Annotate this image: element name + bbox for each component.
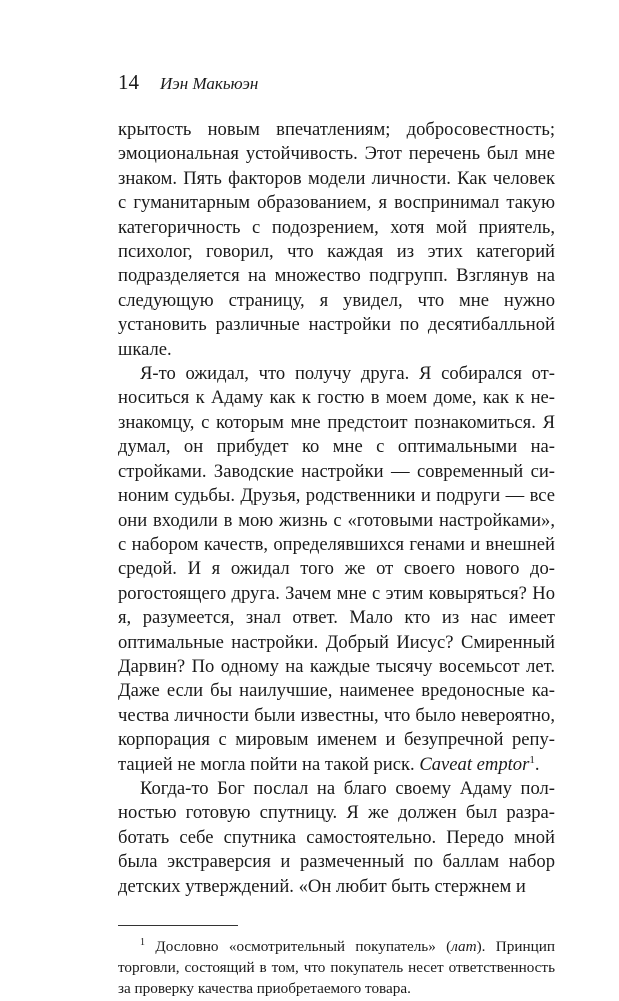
paragraph-1: крытость новым впечатлениям; добросовестность; эмоциональная устойчивость. Этот перечень был мне знаком. Пять факторов модели личности. Как человек с гуманитарным образованием, я воспринимал такую категоричность с подозрением, хотя мой приятель, психолог, говорил, что каждая из этих категорий подразделяется на множество подгрупп. Взглянув на следующую страницу, я увидел, что мне нужно установить различные настройки по десятибалльной шкале.	[118, 119, 555, 360]
body-text	[118, 118, 555, 899]
paragraph-2-end: .	[534, 753, 540, 775]
page-number: 14	[118, 70, 139, 94]
caveat-emptor-phrase: Caveat emptor	[419, 753, 530, 775]
page-header	[118, 70, 555, 110]
paragraph-2-text: Я-то ожидал, что получу друга. Я собирался относиться к Адаму как к гостю в моем доме, как к незнакомцу, с которым мне предстоит познакомиться. Я думал, он прибудет ко мне с оптимальными настройками. Заводские настройки — современный синоним судьбы. Друзья, родственники и подруги — все они входили в мою жизнь с «готовыми настройками», с набором качеств, определявшихся генами и внешней средой. И я ожидал того же от своего нового дорогостоящего друга. Зачем мне с этим ковыряться? Но я, разумеется, знал ответ. Мало кто из нас имеет оптимальные настройки. Добрый Иисус? Смиренный Дарвин? По одному на каждые тысячу восемьсот лет. Даже если бы наилучшие, наименее вредоносные качества личности были известны, что было невероятно, корпорация с мировым именем и безупречной репутацией не могла пойти на такой риск.	[118, 363, 555, 775]
paragraph-3: Когда-то Бог послал на благо своему Адаму полностью готовую спутницу. Я же должен был разработать себе спутника самостоятельно. Передо мной была экстраверсия и размеченный по баллам набор детских утверждений. «Он любит быть стержнем и	[118, 777, 555, 897]
book-page	[118, 70, 555, 999]
footnote	[118, 936, 555, 999]
footnote-language-abbrev: лат	[451, 938, 477, 955]
paragraph-2	[118, 362, 555, 777]
footnote-reference: 1	[529, 753, 535, 766]
footnote-marker: 1	[140, 937, 145, 948]
footnote-text-after: ). Принцип торговли, состоящий в том, что покупатель несет ответственность за проверку качества приобретаемого товара.	[118, 938, 556, 997]
running-title: Иэн Макьюэн	[160, 74, 259, 93]
footnote-divider	[118, 925, 238, 926]
footnote-text-before: Дословно «осмотрительный покупатель» (	[155, 938, 452, 955]
